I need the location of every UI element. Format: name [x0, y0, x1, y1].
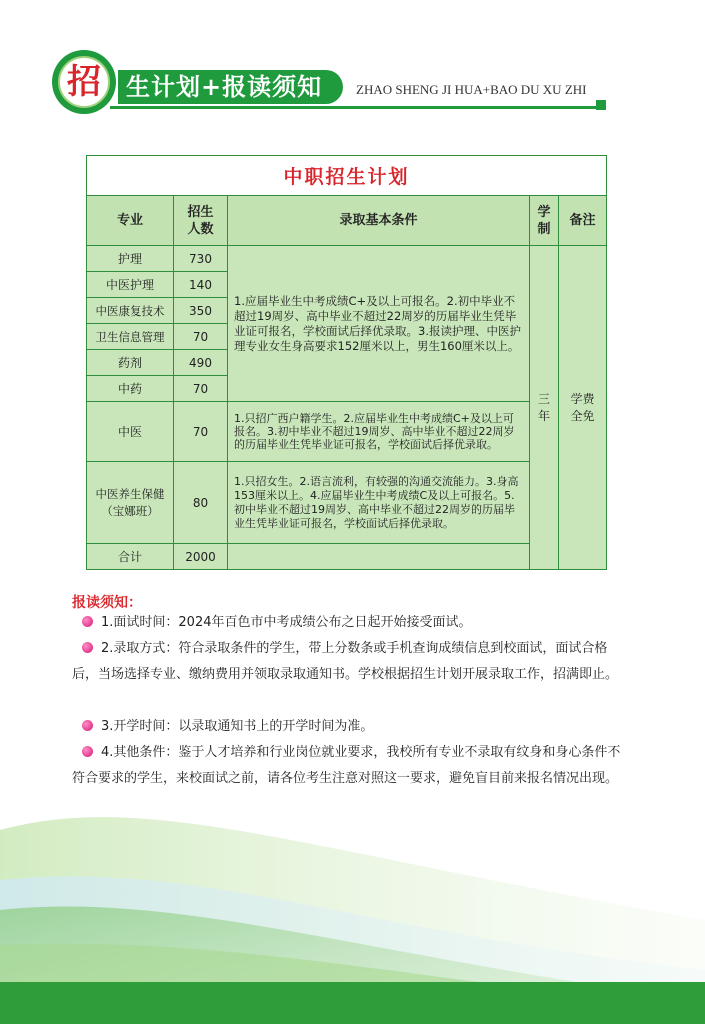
bullet-icon [82, 642, 93, 653]
header-subtitle: ZHAO SHENG JI HUA+BAO DU XU ZHI [356, 82, 587, 97]
cell-major: 中医 [87, 402, 174, 462]
cell-count: 70 [174, 376, 228, 402]
col-header-enroll [174, 196, 228, 246]
note-text: 3.开学时间：以录取通知书上的开学时间为准。 [101, 719, 374, 734]
cell-conditions-tcm: 1.只招广西户籍学生。2.应届毕业生中考成绩C+及以上可报名。3.初中毕业不超过19周岁、高中毕业不超过22周岁的历届毕业生凭毕业证可报名，学校面试后择优录取。 [228, 402, 530, 462]
cell-count: 70 [174, 324, 228, 350]
cell-remark [559, 246, 607, 570]
cell-count: 140 [174, 272, 228, 298]
cell-count: 730 [174, 246, 228, 272]
cell-count: 490 [174, 350, 228, 376]
enrollment-table [86, 155, 607, 570]
note-text: 2.录取方式：符合录取条件的学生，带上分数条或手机查询成绩信息到校面试，面试合格后，当场选择专业、缴纳费用并领取录取通知书。学校根据招生计划开展录取工作，招满即止。 [72, 641, 619, 682]
header-rule-end [596, 100, 606, 110]
cell-total-label: 合计 [87, 544, 174, 570]
note-item [72, 610, 632, 636]
col-header-duration-text: 学制 [537, 204, 551, 237]
cell-major: 药剂 [87, 350, 174, 376]
col-header-conditions: 录取基本条件 [228, 196, 530, 246]
cell-count: 350 [174, 298, 228, 324]
cell-major: 护理 [87, 246, 174, 272]
cell-major: 中医康复技术 [87, 298, 174, 324]
header-rule [110, 106, 606, 109]
cell-total-empty [228, 544, 530, 570]
note-item [72, 714, 632, 740]
note-text: 4.其他条件：鉴于人才培养和行业岗位就业要求，我校所有专业不录取有纹身和身心条件不符合要求的学生，来校面试之前，请各位考生注意对照这一要求，避免盲目前来报名情况出现。 [72, 745, 621, 786]
table-row [87, 402, 607, 462]
note-item [72, 636, 632, 688]
table-row [87, 462, 607, 544]
cell-major: 中医养生保健（宝娜班） [87, 462, 174, 544]
header-title: 生计划+报读须知 [126, 72, 323, 101]
table-row [87, 246, 607, 272]
table-title: 中职招生计划 [87, 156, 607, 196]
bullet-icon [82, 720, 93, 731]
col-header-duration [530, 196, 559, 246]
bottom-band [0, 982, 705, 1024]
section-header [0, 50, 705, 110]
cell-duration-text: 三年 [537, 391, 550, 423]
header-badge-char: 招 [67, 62, 101, 102]
notes-title: 报读须知： [72, 595, 142, 611]
cell-conditions-group1: 1.应届毕业生中考成绩C+及以上可报名。2.初中毕业不超过19周岁、高中毕业不超过22周岁的历届毕业生凭毕业证可报名，学校面试后择优录取。3.报读护理、中医护理专业女生身高要求152厘米以上，男生160厘米以上。 [228, 246, 530, 402]
note-text: 1.面试时间：2024年百色市中考成绩公布之日起开始接受面试。 [101, 615, 472, 630]
cell-count: 70 [174, 402, 228, 462]
cell-remark-text: 学费全免 [570, 391, 595, 423]
cell-major: 中医护理 [87, 272, 174, 298]
cell-conditions-health: 1.只招女生。2.语言流利，有较强的沟通交流能力。3.身高153厘米以上。4.应届毕业生中考成绩C及以上可报名。5.初中毕业不超过19周岁、高中毕业不超过22周岁的历届毕业生凭毕业证可报名，学校面试后择优录取。 [228, 462, 530, 544]
cell-duration [530, 246, 559, 570]
col-header-major: 专业 [87, 196, 174, 246]
table-row-total [87, 544, 607, 570]
bullet-icon [82, 746, 93, 757]
cell-major: 卫生信息管理 [87, 324, 174, 350]
col-header-remark: 备注 [559, 196, 607, 246]
cell-major: 中药 [87, 376, 174, 402]
col-header-enroll-text: 招生人数 [187, 204, 214, 237]
bullet-icon [82, 616, 93, 627]
cell-total-count: 2000 [174, 544, 228, 570]
cell-count: 80 [174, 462, 228, 544]
